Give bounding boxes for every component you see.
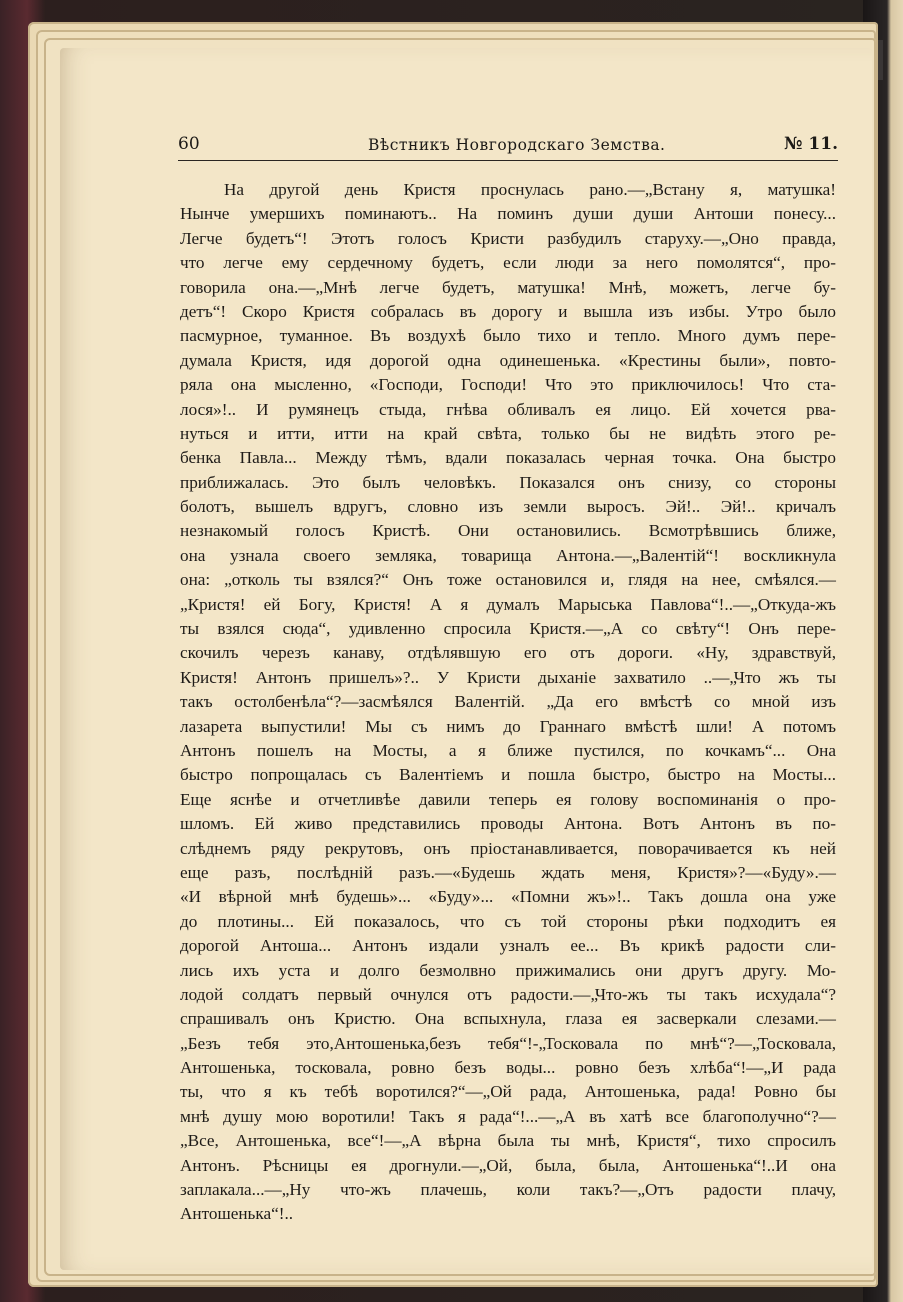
text-line: дорогой Антоша... Антонъ издали узналъ ее... Въ крикѣ радости сли- xyxy=(180,936,836,956)
text-line: Кристя! Антонъ пришелъ»?.. У Кристи дыханіе захватило ..—„Что жъ ты xyxy=(180,667,836,687)
text-line: болотъ, вышелъ вдругъ, словно изъ земли выросъ. Эй!.. Эй!.. кричалъ xyxy=(180,497,836,517)
text-line: она узнала своего земляка, товарища Антона.—„Валентій“! воскликнула xyxy=(180,545,836,565)
text-line: ты взялся сюда“, удивленно спросила Кристя.—„А со свѣту“! Онъ пере- xyxy=(180,619,836,639)
text-line: она: „отколь ты взялся?“ Онъ тоже остановился и, глядя на нее, смѣялся.— xyxy=(180,570,836,590)
text-line: такъ остолбенѣла“?—засмѣялся Валентій. „Да его вмѣстѣ со мной изъ xyxy=(180,692,836,712)
text-line: незнакомый голосъ Кристѣ. Они остановились. Всмотрѣвшись ближе, xyxy=(180,521,836,541)
text-line: до плотины... Ей показалось, что съ той стороны рѣки подходитъ ея xyxy=(180,911,836,931)
text-line: Антонъ пошелъ на Мосты, а я ближе пустился, по кочкамъ“... Она xyxy=(180,740,836,760)
text-line: заплакала...—„Ну что-жъ плачешь, коли такъ?—„Отъ радости плачу, xyxy=(180,1180,836,1200)
text-line: На другой день Кристя проснулась рано.—„Встану я, матушка! xyxy=(224,180,836,199)
text-line: детъ“! Скоро Кристя собралась въ дорогу и вышла изъ избы. Утро было xyxy=(180,301,836,321)
page-number: 60 xyxy=(178,134,200,154)
text-line: лись ихъ уста и долго безмолвно прижимались они другъ другу. Мо- xyxy=(180,960,836,980)
text-line: говорила она.—„Мнѣ легче будетъ, матушка! Мнѣ, можетъ, легче бу- xyxy=(180,277,836,297)
text-line: что легче ему сердечному будетъ, если люди за него помолятся“, про- xyxy=(180,253,836,273)
text-line: Еще яснѣе и отчетливѣе давили теперь ея голову воспоминанія о про- xyxy=(180,789,836,809)
text-line: пасмурное, туманное. Въ воздухѣ было тихо и тепло. Много думъ пере- xyxy=(180,326,836,346)
text-line: мнѣ душу мою воротили! Такъ я рада“!...—„А въ хатѣ все благополучно“?— xyxy=(180,1106,836,1126)
issue-number: № 11. xyxy=(784,134,838,154)
text-line: лося»!.. И румянецъ стыда, гнѣва обливалъ ея лицо. Ей хочется рва- xyxy=(180,399,836,419)
text-line: шломъ. Ей живо представились проводы Антона. Вотъ Антонъ въ по- xyxy=(180,814,836,834)
text-line: слѣднемъ ряду рекрутовъ, онъ пріостанавливается, поворачивается къ ней xyxy=(180,838,836,858)
text-line: скочилъ черезъ канаву, отдѣлявшую его отъ дороги. «Ну, здравствуй, xyxy=(180,643,836,663)
text-line: Нынче умершихъ поминаютъ.. На поминъ души души Антоши понесу... xyxy=(180,204,836,224)
text-line: думала Кристя, идя дорогой одна одинешенька. «Крестины были», повто- xyxy=(180,350,836,370)
text-line: „Кристя! ей Богу, Кристя! А я думалъ Марыська Павлова“!..—„Откуда-жъ xyxy=(180,594,836,614)
text-line: приближалась. Это былъ человѣкъ. Показался онъ снизу, со стороны xyxy=(180,472,836,492)
text-line: „Все, Антошенька, все“!—„А вѣрна была ты мнѣ, Кристя“, тихо спросилъ xyxy=(180,1131,836,1151)
header-rule xyxy=(178,160,838,161)
text-line: спрашивалъ онъ Кристю. Она вспыхнула, глаза ея засверкали слезами.— xyxy=(180,1009,836,1029)
text-line: быстро попрощалась съ Валентіемъ и пошла быстро, быстро на Мосты... xyxy=(180,765,836,785)
text-line: Антошенька“!.. xyxy=(180,1204,294,1224)
text-line: ты, что я къ тебѣ воротился?“—„Ой рада, Антошенька, рада! Ровно бы xyxy=(180,1082,836,1102)
text-line: «И вѣрной мнѣ будешь»... «Буду»... «Помни жъ»!.. Такъ дошла она уже xyxy=(180,887,836,907)
text-line: лазарета выпустили! Мы съ нимъ до Граннаго вмѣстѣ шли! А потомъ xyxy=(180,716,836,736)
journal-title: Вѣстникъ Новгородскаго Земства. xyxy=(368,136,666,154)
text-line: Легче будетъ“! Этотъ голосъ Кристи разбудилъ старуху.—„Оно правда, xyxy=(180,228,836,248)
text-line: Антонъ. Рѣсницы ея дрогнули.—„Ой, была, была, Антошенька“!..И она xyxy=(180,1155,836,1175)
body-text xyxy=(180,178,836,1227)
running-header xyxy=(178,132,838,158)
text-line: ряла она мысленно, «Господи, Господи! Что это приключилось! Что ста- xyxy=(180,375,836,395)
text-line: „Безъ тебя это,Антошенька,безъ тебя“!-„Тосковала по мнѣ“?—„Тосковала, xyxy=(180,1033,836,1053)
text-line: нуться и итти, итти на край свѣта, только бы не видѣть этого ре- xyxy=(180,423,836,443)
text-line: бенка Павла... Между тѣмъ, вдали показалась черная точка. Она быстро xyxy=(180,448,836,468)
text-line: еще разъ, послѣдній разъ.—«Будешь ждать меня, Кристя»?—«Буду».— xyxy=(180,862,836,882)
text-line: лодой солдатъ первый очнулся отъ радости.—„Что-жъ ты такъ исхудала“? xyxy=(180,984,836,1004)
text-line: Антошенька, тосковала, ровно безъ воды... ровно безъ хлѣба“!—„И рада xyxy=(180,1058,836,1078)
